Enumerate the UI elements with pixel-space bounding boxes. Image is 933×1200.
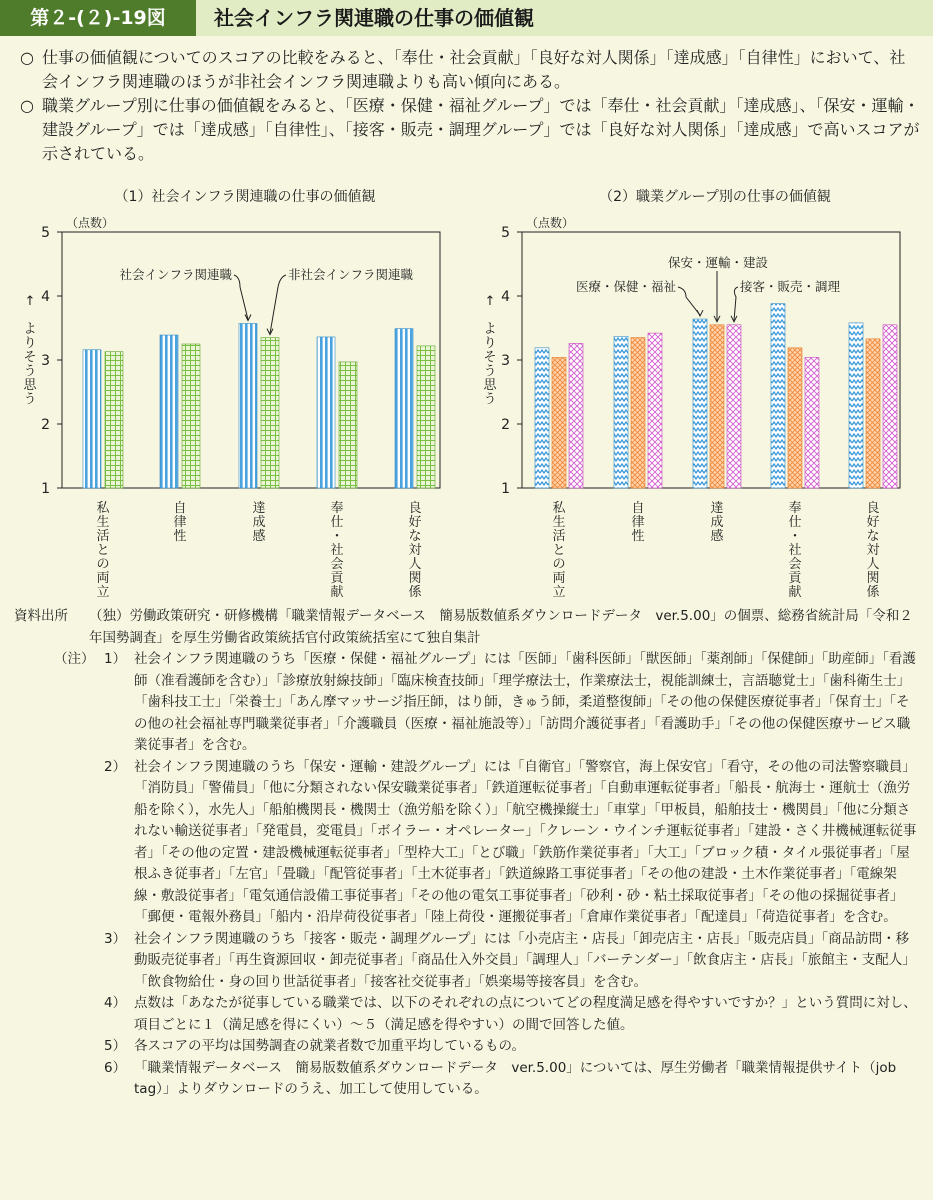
note-item	[14, 757, 919, 929]
summary-point	[20, 94, 920, 166]
bar	[693, 319, 707, 488]
bar	[105, 352, 123, 488]
bar	[535, 348, 549, 488]
series-label: 医療・保健・福祉	[575, 279, 676, 294]
category-label: 奉仕･社会貢献	[330, 501, 344, 600]
unit-label: （点数）	[66, 216, 115, 230]
series-label: 非社会インフラ関連職	[288, 267, 414, 282]
category-label: 自律性	[173, 501, 187, 544]
bar	[866, 339, 880, 488]
bar	[182, 344, 200, 488]
note-text: 点数は「あなたが従事している職業では、以下のそれぞれの点についてどの程度満足感を得やすいですか？」という質問に対し、項目ごとに１（満足感を得にくい）～５（満足感を得やすい）の間で回答した値。	[134, 995, 917, 1033]
note-item	[14, 1058, 919, 1101]
y-axis-label: ↑ よりそう思う	[23, 294, 37, 407]
y-tick-label: 2	[41, 417, 50, 433]
note-text: 社会インフラ関連職のうち「保安・運輸・建設グループ」には「自衛官」「警察官，海上保安官」「看守，その他の司法警察職員」「消防員」「警備員」「他に分類されない保安職業従事者」「鉄道運転従事者」「自動車運転従事者」「船長・航海士・運航士（漁労船を除く），水先人」「船舶機関長・機関士（漁労船を除く）」「航空機操縦士」「車掌」「甲板員，船舶技士・機関員」「他に分類されない輸送従事者」「発電員，変電員」「ボイラー・オペレーター」「クレーン・ウインチ運転従事者」「建設・さく井機械運転従事者」「その他の定置・建設機械運転従事者」「型枠大工」「とび職」「鉄筋作業従事者」「大工」「ブロック積・タイル張従事者」「屋根ふき従事者」「左官」「畳職」「配管従事者」「土木従事者」「鉄道線路工事従事者」「その他の建設・土木作業従事者」「電線架線・敷設従事者」「電気通信設備工事従事者」「その他の電気工事従事者」「砂利・砂・粘土採取従事者」「その他の採掘従事者」「郵便・電報外務員」「船内・沿岸荷役従事者」「陸上荷役・運搬従事者」「倉庫作業従事者」「配達員」「荷造従事者」を含む。	[134, 758, 917, 925]
callout-line	[270, 275, 286, 334]
callout-line	[234, 275, 248, 320]
summary-point	[20, 46, 920, 94]
bar	[552, 357, 566, 488]
note-item	[14, 929, 919, 994]
note-number: 5）	[104, 1038, 127, 1054]
bar	[788, 348, 802, 488]
bar	[849, 323, 863, 488]
series-label: 保安・運輸・建設	[667, 255, 769, 270]
unit-label: （点数）	[526, 216, 575, 230]
bar	[727, 325, 741, 488]
bar	[395, 329, 413, 488]
y-tick-label: 5	[501, 225, 510, 241]
title-bar	[0, 0, 933, 36]
bar	[569, 343, 583, 488]
note-item	[14, 993, 919, 1036]
y-tick-label: 5	[41, 225, 50, 241]
source-text: （独）労働政策研究・研修機構「職業情報データベース 簡易版数値系ダウンロードデータ ver.5.00」の個票、総務省統計局「令和２年国勢調査」を厚生労働省政策統括官付政策統括室にて独自集計	[89, 608, 913, 646]
note-number: 1）	[104, 651, 127, 667]
notes	[14, 606, 919, 1101]
note-text: 「職業情報データベース 簡易版数値系ダウンロードデータ ver.5.00」については、厚生労働者「職業情報提供サイト（job tag）」よりダウンロードのうえ、加工して使用している。	[134, 1059, 897, 1097]
bar	[631, 338, 645, 488]
note-list	[14, 649, 919, 1101]
bar	[648, 333, 662, 488]
chart1	[0, 205, 460, 605]
category-label: 良好な対人関係	[866, 501, 880, 600]
bar	[83, 350, 101, 488]
series-label: 社会インフラ関連職	[119, 267, 232, 282]
bar	[883, 325, 897, 488]
note-item	[14, 649, 919, 757]
y-tick-label: 3	[41, 353, 50, 369]
bar	[805, 357, 819, 488]
note-text: 社会インフラ関連職のうち「接客・販売・調理グループ」には「小売店主・店長」「卸売店主・店長」「販売店員」「商品訪問・移動販売従事者」「再生資源回収・卸売従事者」「商品仕入外交員」「調理人」「バーテンダー」「飲食店主・店長」「旅館主・支配人」「飲食物給仕・身の回り世話従事者」「接客社交従事者」「娯楽場等接客員」を含む。	[134, 930, 916, 990]
y-tick-label: 1	[501, 481, 510, 497]
bullet-mark: ○	[20, 48, 34, 67]
y-tick-label: 4	[41, 289, 50, 305]
bullet-mark: ○	[20, 96, 34, 115]
note-item	[14, 1036, 919, 1058]
y-axis-label: ↑ よりそう思う	[483, 294, 497, 407]
category-label: 自律性	[631, 501, 645, 544]
note-label: （注）	[54, 651, 95, 667]
figure-label: 第２-(２)-19図	[0, 0, 196, 36]
note-number: 6）	[104, 1059, 127, 1076]
source-note	[14, 606, 919, 649]
figure-title: 社会インフラ関連職の仕事の価値観	[214, 6, 534, 30]
bar	[710, 325, 724, 488]
note-text: 各スコアの平均は国勢調査の就業者数で加重平均しているもの。	[134, 1038, 525, 1054]
callout-line	[678, 287, 700, 315]
bar	[239, 324, 257, 488]
bar	[614, 336, 628, 488]
series-label: 接客・販売・調理	[740, 279, 841, 294]
category-label: 私生活との両立	[96, 501, 110, 600]
category-label: 達成感	[710, 501, 724, 544]
note-number: 2）	[104, 758, 127, 775]
chart2	[460, 205, 920, 605]
y-tick-label: 3	[501, 353, 510, 369]
note-text: 社会インフラ関連職のうち「医療・保健・福祉グループ」には「医師」「歯科医師」「獣医師」「薬剤師」「保健師」「助産師」「看護師（准看護師を含む）」「診療放射線技師」「臨床検査技師」「理学療法士，作業療法士，視能訓練士，言語聴覚士」「歯科衛生士」「歯科技工士」「栄養士」「あん摩マッサージ指圧師，はり師，きゅう師，柔道整復師」「その他の保健医療従事者」「保育士」「その他の社会福祉専門職業従事者」「介護職員（医療・福祉施設等）」「訪問介護従事者」「看護助手」「その他の保健医療サービス職業従事者」を含む。	[134, 651, 916, 753]
note-number: 4）	[104, 995, 127, 1011]
bar	[771, 304, 785, 488]
bar	[317, 337, 335, 488]
bar	[339, 362, 357, 488]
chart2-title: （2）職業グループ別の仕事の価値観	[599, 189, 831, 205]
category-label: 達成感	[252, 501, 266, 544]
bar	[417, 346, 435, 488]
callout-line	[734, 287, 738, 321]
summary-text: 仕事の価値観についてのスコアの比較をみると、「奉仕・社会貢献」「良好な対人関係」「達成感」「自律性」において、社会インフラ関連職のほうが非社会インフラ関連職よりも高い傾向にある。	[42, 48, 906, 91]
y-tick-label: 4	[501, 289, 510, 305]
chart1-title: （1）社会インフラ関連職の仕事の価値観	[114, 189, 376, 205]
bar	[261, 338, 279, 488]
bar	[160, 335, 178, 488]
y-tick-label: 2	[501, 417, 510, 433]
summary-text: 職業グループ別に仕事の価値観をみると、「医療・保健・福祉グループ」では「奉仕・社会貢献」「達成感」、「保安・運輸・建設グループ」では「達成感」「自律性」、「接客・販売・調理グループ」では「良好な対人関係」「達成感」で高いスコアが示されている。	[42, 96, 920, 163]
category-label: 私生活との両立	[552, 501, 566, 600]
summary-points	[20, 46, 920, 166]
category-label: 奉仕･社会貢献	[788, 501, 802, 600]
source-label: 資料出所	[14, 608, 68, 624]
category-label: 良好な対人関係	[408, 501, 422, 600]
note-number: 3）	[104, 930, 127, 947]
y-tick-label: 1	[41, 481, 50, 497]
